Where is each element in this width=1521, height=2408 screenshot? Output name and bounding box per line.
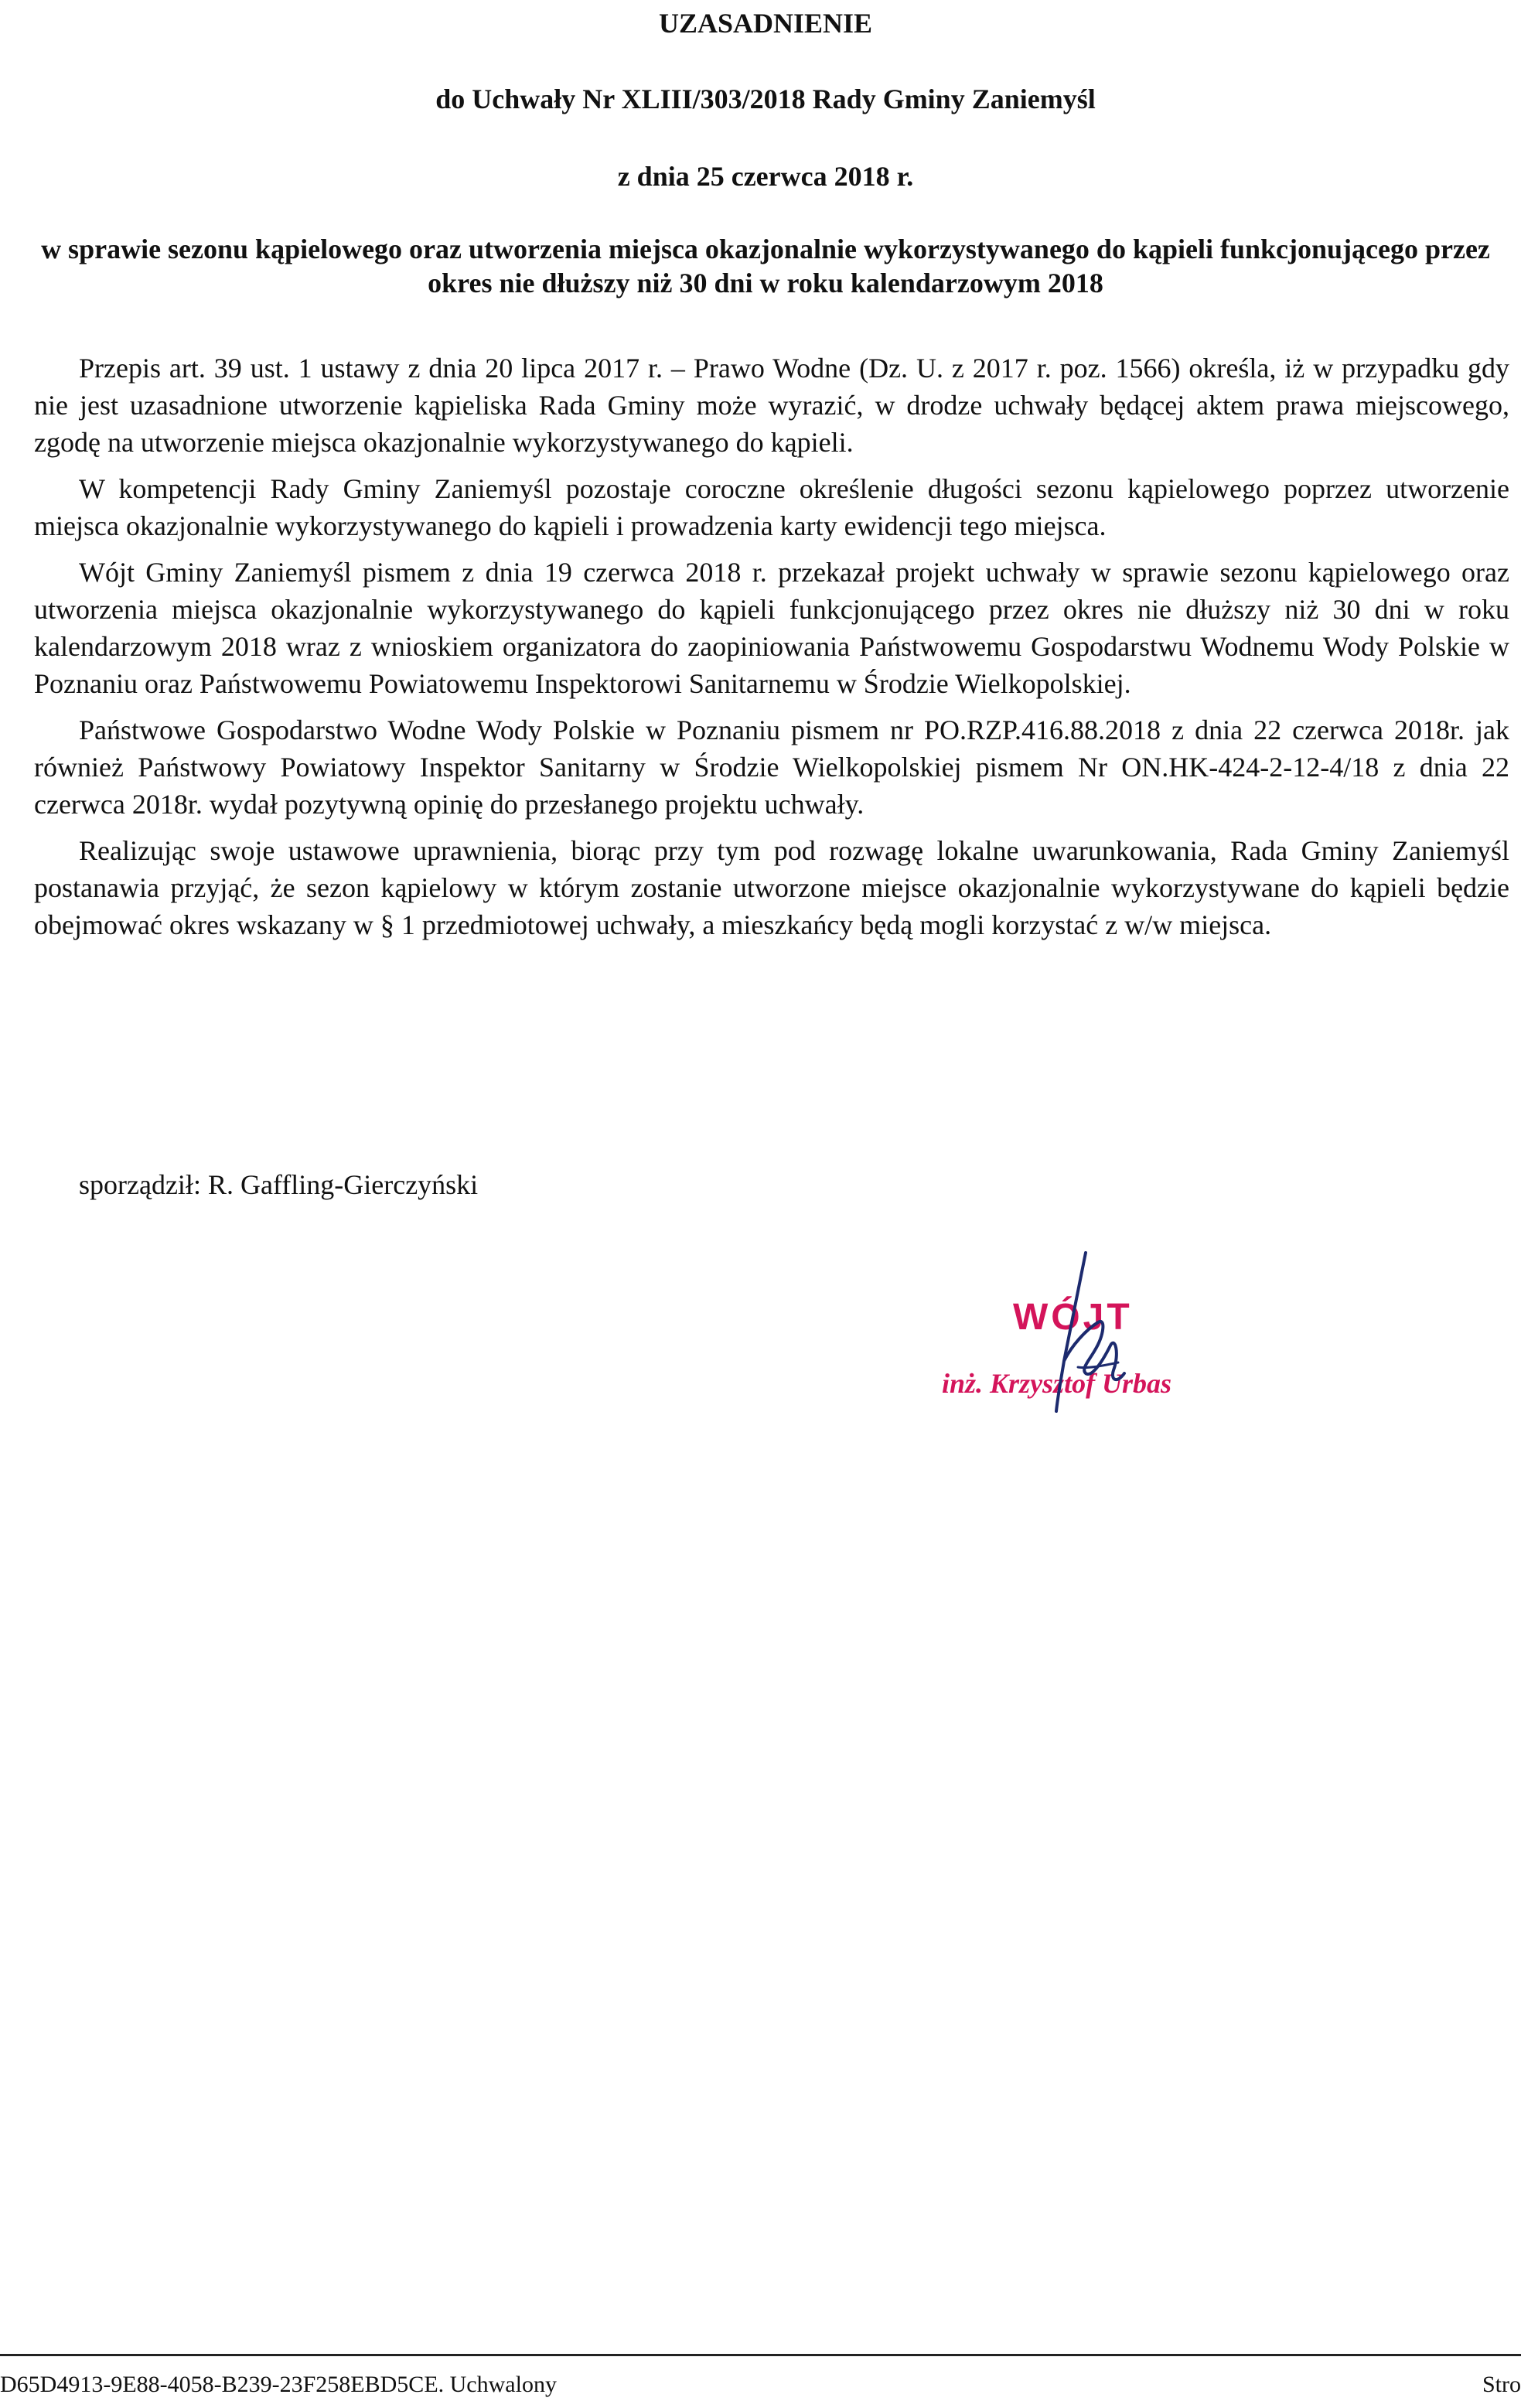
resolution-date: z dnia 25 czerwca 2018 r. [617, 161, 914, 192]
justification-body [34, 350, 1509, 953]
paragraph-project-submission: Wójt Gminy Zaniemyśl pismem z dnia 19 czerwca 2018 r. przekazał projekt uchwały w sprawie sezonu kąpielowego oraz utworzenia miejsca okazjonalnie wykorzystywanego do kąpieli funkcjonującego przez okres nie dłuższy niż 30 dni w roku kalendarzowym 2018 wraz z wnioskiem organizatora do zaopiniowania Państwowemu Gospodarstwu Wodnemu Wody Polskie w Poznaniu oraz Państwowemu Powiatowemu Inspektorowi Sanitarnemu w Środzie Wielkopolskiej. [34, 557, 1509, 699]
footer-page-label: Stro [1482, 2372, 1521, 2397]
paragraph-decision: Realizując swoje ustawowe uprawnienia, biorąc przy tym pod rozwagę lokalne uwarunkowania, Rada Gminy Zaniemyśl postanawia przyjąć, że sezon kąpielowy w którym zostanie utworzone miejsce okazjonalnie wykorzystywane do kąpieli będzie obejmować okres wskazany w § 1 przedmiotowej uchwały, a mieszkańcy będą mogli korzystać z w/w miejsca. [34, 835, 1509, 940]
resolution-reference: do Uchwały Nr XLIII/303/2018 Rady Gminy Zaniemyśl [435, 84, 1096, 114]
footer-document-id: D65D4913-9E88-4058-B239-23F258EBD5CE. Uchwalony [0, 2372, 557, 2397]
handwritten-signature [920, 1237, 1245, 1431]
prepared-by: sporządził: R. Gaffling-Gierczyński [79, 1169, 479, 1200]
paragraph-council-competence: W kompetencji Rady Gminy Zaniemyśl pozostaje coroczne określenie długości sezonu kąpielowego poprzez utworzenie miejsca okazjonalnie wykorzystywanego do kąpieli i prowadzenia karty ewidencji tego miejsca. [34, 473, 1509, 541]
footer-divider [0, 2354, 1521, 2356]
resolution-subject: w sprawie sezonu kąpielowego oraz utworzenia miejsca okazjonalnie wykorzystywanego do kąpieli funkcjonującego przez okres nie dłuższy niż 30 dni w roku kalendarzowym 2018 [41, 234, 1490, 298]
official-stamp [920, 1237, 1245, 1431]
paragraph-legal-basis: Przepis art. 39 ust. 1 ustawy z dnia 20 lipca 2017 r. – Prawo Wodne (Dz. U. z 2017 r. poz. 1566) określa, iż w przypadku gdy nie jest uzasadnione utworzenie kąpieliska Rada Gminy może wyrazić, w drodze uchwały będącej aktem prawa miejscowego, zgodę na utworzenie miejsca okazjonalnie wykorzystywanego do kąpieli. [34, 353, 1509, 458]
stamp-name: inż. Krzysztof Urbas [942, 1368, 1172, 1399]
document-title: UZASADNIENIE [658, 8, 873, 39]
stamp-title: WÓJT [1013, 1297, 1133, 1338]
paragraph-opinions: Państwowe Gospodarstwo Wodne Wody Polskie w Poznaniu pismem nr PO.RZP.416.88.2018 z dnia 22 czerwca 2018r. jak również Państwowy Powiatowy Inspektor Sanitarny w Środzie Wielkopolskiej pismem Nr ON.HK-424-2-12-4/18 z dnia 22 czerwca 2018r. wydał pozytywną opinię do przesłanego projektu uchwały. [34, 715, 1509, 820]
